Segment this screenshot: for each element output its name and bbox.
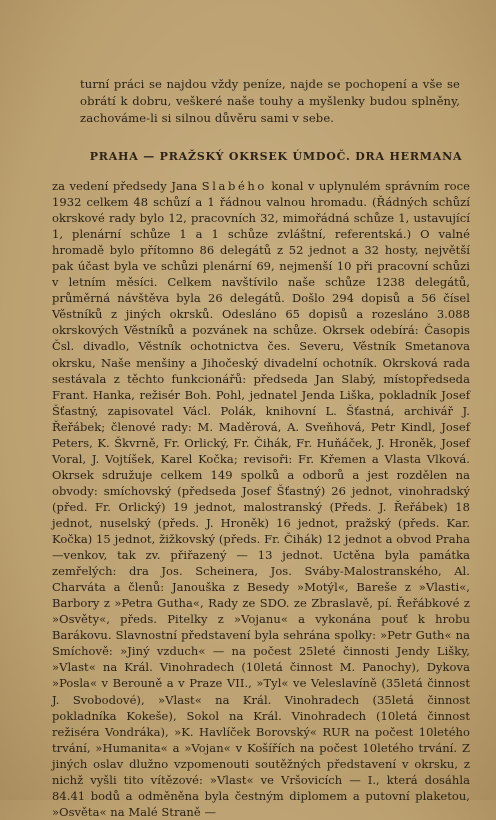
intro-paragraph [80,76,460,127]
section-heading: PRAHA — PRAŽSKÝ OKRSEK ÚMDOČ. DRA HERMANA [89,150,463,163]
body-name-spaced: Slabého [201,179,267,193]
body-paragraph [52,178,470,820]
intro-text: turní práci se najdou vždy peníze, najde se pochopení a vše se obrátí k dobru, veškeré naše touhy a myšlenky budou splněny, zachováme-li si silnou důvěru sami v sebe. [80,77,460,125]
body-lead: za vedení předsedy Jana [52,179,202,193]
body-text-block [52,178,470,820]
body-text: konal v uplynulém správním roce 1932 celkem 48 schůzí a 1 řádnou valnou hromadu. (Řádných schůzí okrskové rady bylo 12, pracovních 32, mimořádná schůze 1, ustavující 1, plenární schůze 1 a 1 schůze zvláštní, referentská.) O valné hromadě bylo přítomno 86 delegátů z 52 jednot a 32 hosty, největší pak účast byla ve schůzi plenární 69, nejmenší 10 při pracovní schůzi v letním měsíci. Celkem navštívilo naše schůze 1238 delegátů, průměrná návštěva byla 26 delegátů. Došlo 294 dopisů a 56 čísel Věstníků z jiných okrsků. Odesláno 65 dopisů a rozesláno 3.088 okrskových Věstníků a pozvánek na schůze. Okrsek odebírá: Časopis Čsl. divadlo, Věstník ochotnictva čes. Severu, Věstník Smetanova okrsku, Naše menšiny a Jihočeský divadelní ochotník. Okrsková rada sestávala z těchto funkcionářů: předseda Jan Slabý, místopředseda Frant. Hanka, režisér Boh. Pohl, jednatel Jenda Liška, pokladník Josef Šťastný, zapisovatel Václ. Polák, knihovní L. Šťastná, archivář J. Řeřábek; členové rady: M. Maděrová, A. Sveňhová, Petr Kindl, Josef Peters, K. Škvrně, Fr. Orlický, Fr. Čihák, Fr. Huňáček, J. Hroněk, Josef Voral, J. Vojtíšek, Karel Kočka; revisoři: Fr. Křemen a Vlasta Vlková. Okrsek sdružuje celkem 149 spolků a odborů a jest rozdělen na obvody: smíchovský (předseda Josef Šťastný) 26 jednot, vinohradský (před. Fr. Orlický) 19 jednot, malostranský (Předs. J. Řeřábek) 18 jednot, nuselský (předs. J. Hroněk) 16 jednot, pražský (předs. Kar. Kočka) 15 jednot, žižkovský (předs. Fr. Čihák) 12 jednot a obvod Praha—venkov, tak zv. přiřazený — 13 jednot. Uctěna byla památka zemřelých: dra Jos. Scheinera, Jos. Sváby-Malostranského, Al. Charváta a členů: Janouška z Besedy »Motýl«, Bareše z »Vlasti«, Barbory z »Petra Gutha«, Rady ze SDO. ze Zbraslavě, pí. Řeřábkové z »Osvěty«, předs. Pitelky z »Vojanu« a vykonána pouť k hrobu Barákovu. Slavnostní představení byla sehrána spolky: »Petr Guth« na Smíchově: »Jiný vzduch« — na počest 25leté činnosti Jendy Lišky, »Vlast« na Král. Vinohradech (10letá činnost M. Panochy), Dykova »Posla« v Berouně a v Praze VII., »Tyl« ve Veleslavíně (35letá činnost J. Svobodové), »Vlast« na Král. Vinohradech (35letá činnost pokladníka Kokeše), Sokol na Král. Vinohradech (10letá činnost režiséra Vondráka), »K. Havlíček Borovský« RUR na počest 10letého trvání, »Humanita« a »Vojan« v Košířích na počest 10letého trvání. Z jiných oslav dlužno vzpomenouti soutěžných představení v okrsku, z nichž vyšli tito vítězové: »Vlast« ve Vršovicích — I., která dosáhla 84.41 bodů a odměněna byla čestným diplomem a putovní plaketou, »Osvěta« na Malé Straně — [52,179,470,819]
